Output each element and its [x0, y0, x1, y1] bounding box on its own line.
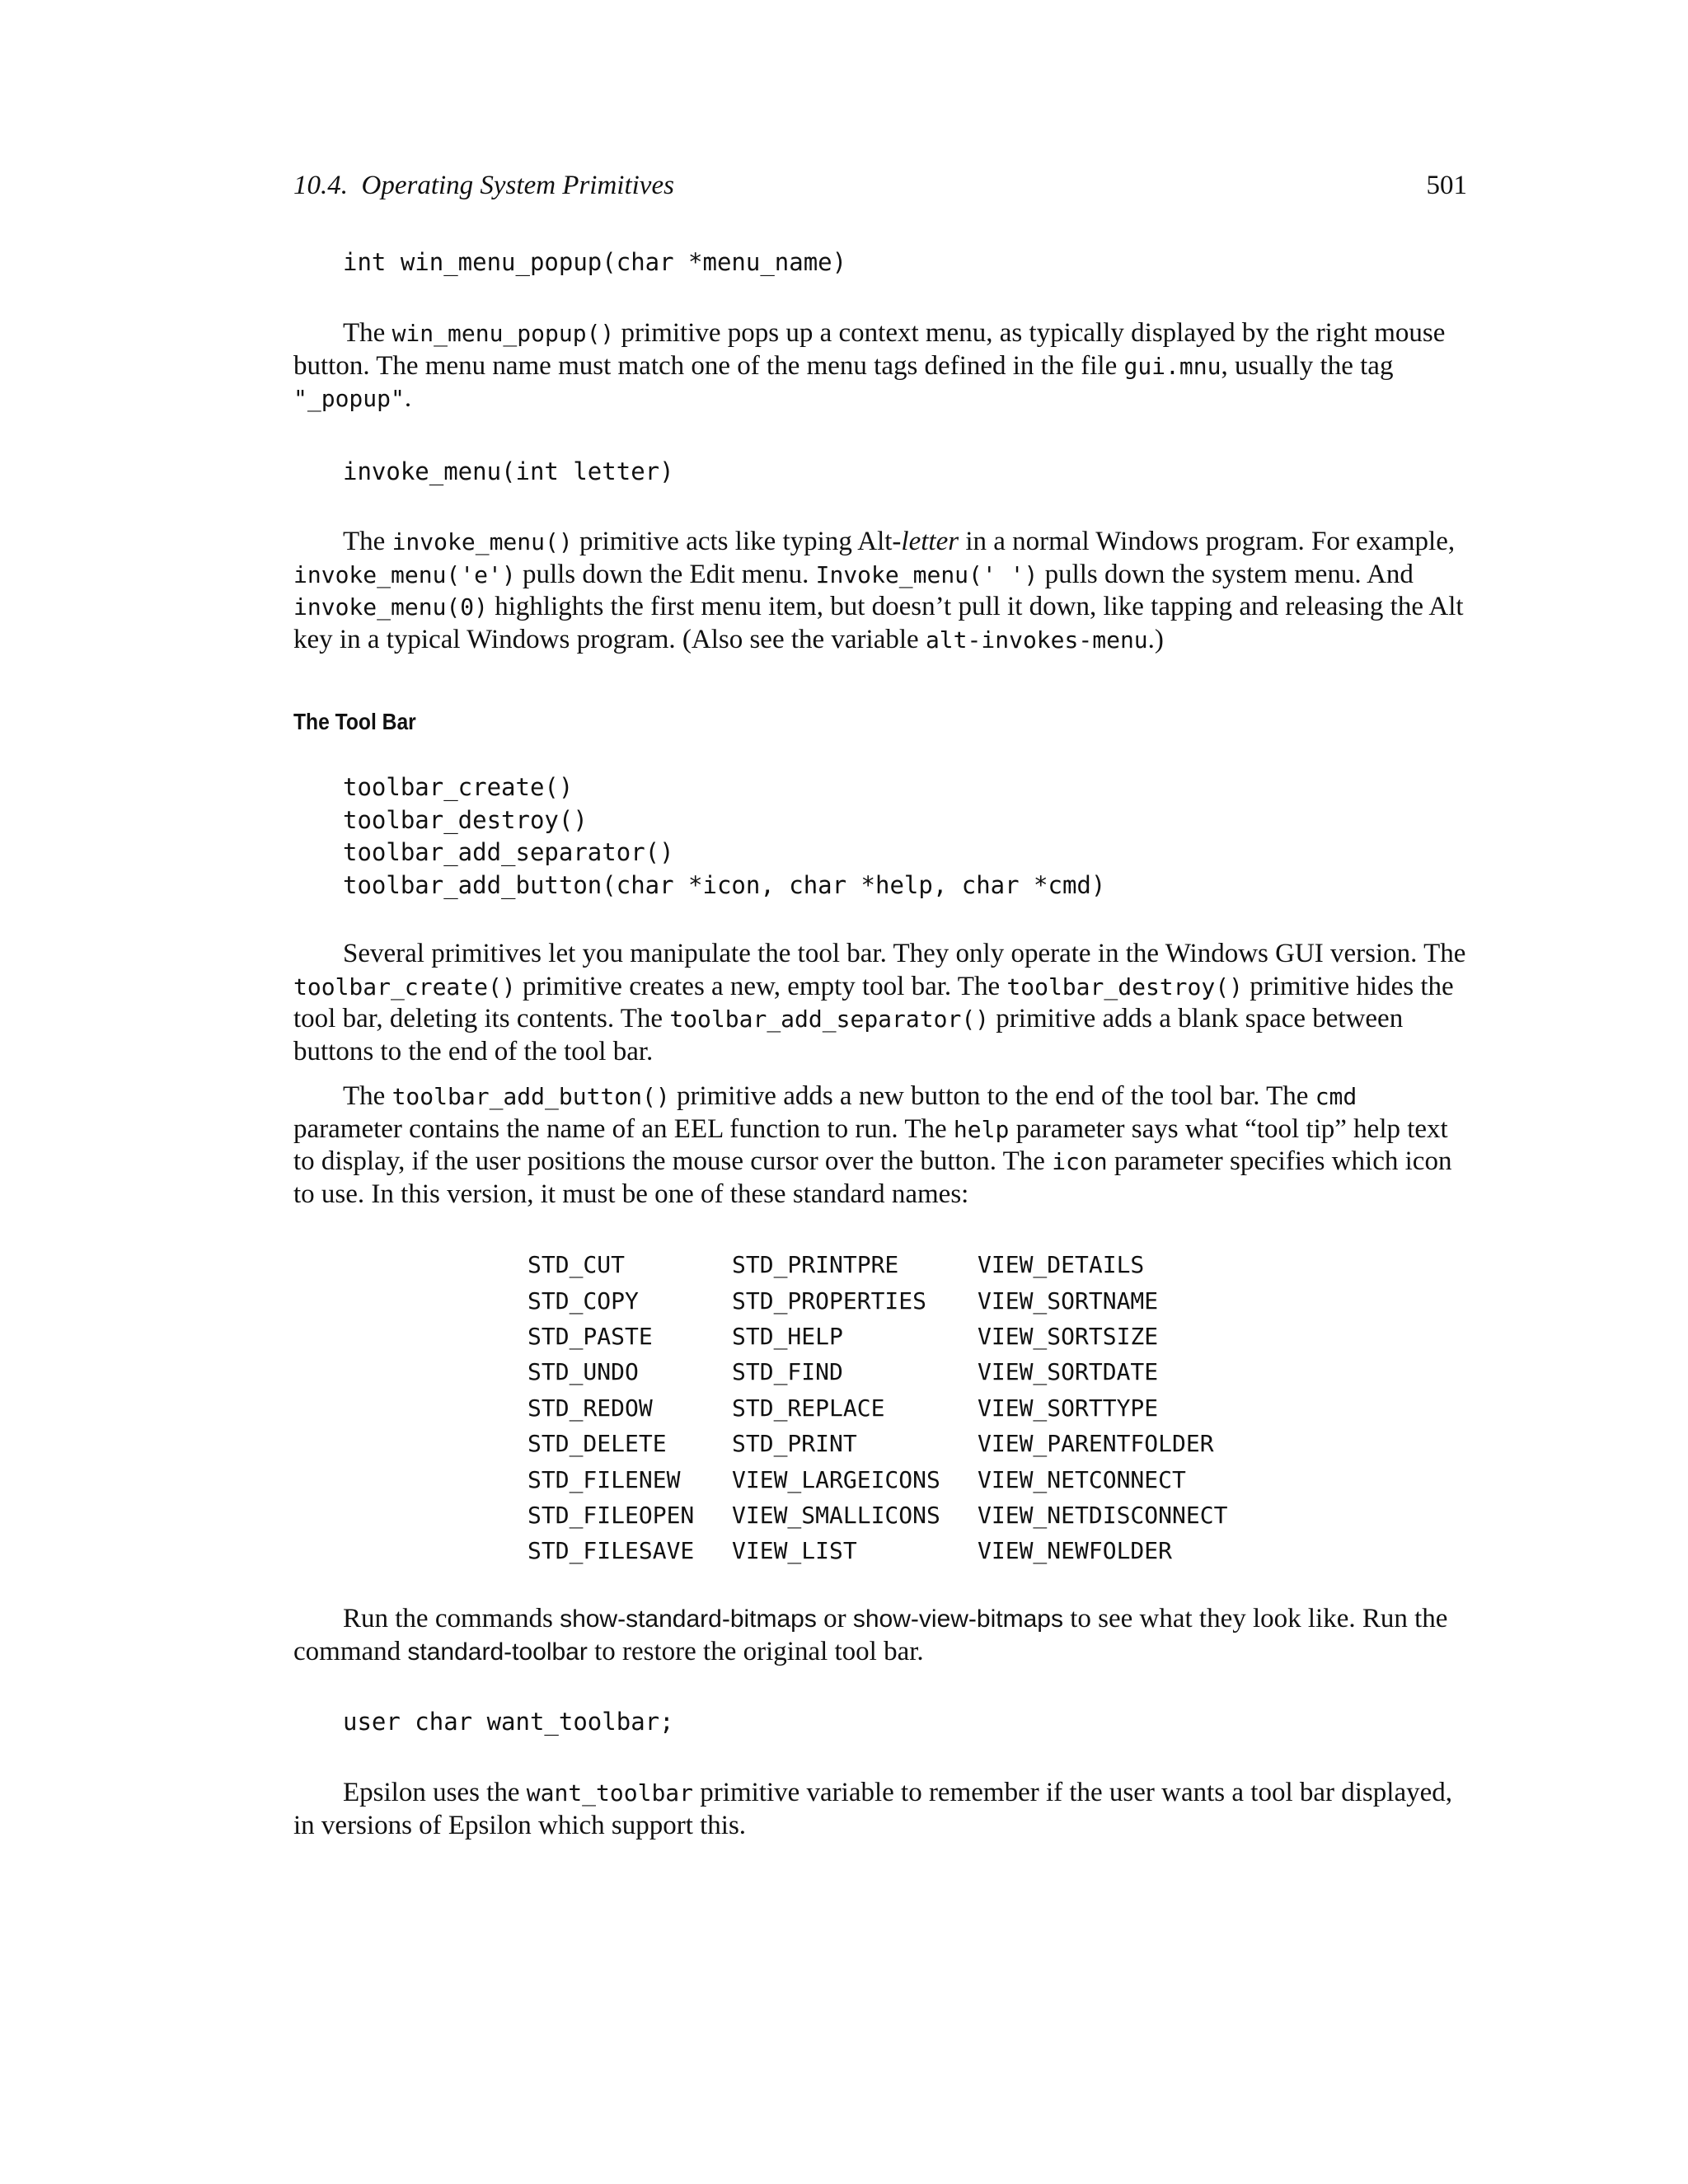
table-cell: VIEW_PARENTFOLDER	[978, 1430, 1214, 1458]
paragraph-invoke-menu: The invoke_menu() primitive acts like typing Alt-letter in a normal Windows program. For example, invoke_menu('e') pulls down the Edit menu. Invoke_menu(' ') pulls down the system menu. And invoke_menu(0) highlights the first menu item, but doesn’t pull it down, like tapping and releasing the Alt key in a typical Windows program. (Also see the variable alt-invokes-menu.)	[293, 527, 1464, 654]
section-title: 10.4. Operating System Primitives	[293, 171, 674, 200]
table-cell: STD_FILESAVE	[528, 1537, 695, 1565]
paragraph-want-toolbar: Epsilon uses the want_toolbar primitive variable to remember if the user wants a tool bar displayed, in versions of Epsilon which support this.	[293, 1778, 1452, 1840]
table-cell: VIEW_LIST	[732, 1537, 857, 1565]
code-signature-toolbar-add-button: toolbar_add_button(char *icon, char *help, char *cmd)	[343, 870, 1106, 899]
code-signature-want-toolbar: user char want_toolbar;	[343, 1708, 674, 1736]
icon-names-table	[528, 1247, 1241, 1569]
table-cell: VIEW_SORTNAME	[978, 1286, 1159, 1315]
table-cell: STD_FIND	[732, 1358, 843, 1386]
table-cell: VIEW_NEWFOLDER	[978, 1537, 1173, 1565]
table-cell: VIEW_DETAILS	[978, 1251, 1145, 1279]
table-row	[528, 1426, 1241, 1461]
table-row	[528, 1319, 1241, 1354]
subsection-heading: The Tool Bar	[293, 709, 416, 734]
page-number: 501	[1426, 171, 1467, 200]
table-cell: STD_REPLACE	[732, 1394, 885, 1422]
paragraph-bitmaps-commands: Run the commands show-standard-bitmaps or show-view-bitmaps to see what they look like. Run the command standard-toolbar to restore the original tool bar.	[293, 1604, 1448, 1666]
table-cell: VIEW_NETDISCONNECT	[978, 1501, 1228, 1529]
code-signature-invoke-menu: invoke_menu(int letter)	[343, 457, 674, 485]
code-signature-win-menu-popup: int win_menu_popup(char *menu_name)	[343, 248, 847, 276]
table-row	[528, 1497, 1241, 1533]
table-cell: VIEW_SORTTYPE	[978, 1394, 1159, 1422]
table-cell: STD_HELP	[732, 1322, 843, 1350]
code-signature-toolbar-create: toolbar_create()	[343, 773, 574, 801]
table-cell: STD_FILENEW	[528, 1465, 681, 1493]
table-cell: STD_PRINT	[732, 1430, 857, 1458]
table-cell: STD_REDOW	[528, 1394, 653, 1422]
table-row	[528, 1247, 1241, 1282]
table-cell: VIEW_NETCONNECT	[978, 1465, 1186, 1493]
table-row	[528, 1533, 1241, 1568]
paragraph-toolbar-overview: Several primitives let you manipulate the tool bar. They only operate in the Windows GUI version. The toolbar_create() primitive creates a new, empty tool bar. The toolbar_destroy() primitive hides the tool bar, deleting its contents. The toolbar_add_separator() primitive adds a blank space between buttons to the end of the tool bar.	[293, 939, 1466, 1066]
table-cell: STD_PROPERTIES	[732, 1286, 927, 1315]
table-cell: STD_UNDO	[528, 1358, 639, 1386]
paragraph-win-menu-popup: The win_menu_popup() primitive pops up a context menu, as typically displayed by the right mouse button. The menu name must match one of the menu tags defined in the file gui.mnu, usually the tag "_popup".	[293, 318, 1446, 413]
table-cell: VIEW_SMALLICONS	[732, 1501, 940, 1529]
table-row	[528, 1282, 1241, 1318]
table-cell: STD_CUT	[528, 1251, 626, 1279]
table-cell: VIEW_SORTSIZE	[978, 1322, 1159, 1350]
table-cell: STD_PRINTPRE	[732, 1251, 899, 1279]
table-row	[528, 1461, 1241, 1497]
table-cell: VIEW_SORTDATE	[978, 1358, 1159, 1386]
table-cell: STD_DELETE	[528, 1430, 667, 1458]
code-signature-toolbar-add-separator: toolbar_add_separator()	[343, 838, 674, 866]
table-cell: STD_FILEOPEN	[528, 1501, 695, 1529]
table-cell: VIEW_LARGEICONS	[732, 1465, 940, 1493]
table-row	[528, 1390, 1241, 1426]
paragraph-toolbar-add-button: The toolbar_add_button() primitive adds a new button to the end of the tool bar. The cmd parameter contains the name of an EEL function to run. The help parameter says what “tool tip” help text to display, if the user positions the mouse cursor over the button. The icon parameter specifies which icon to use. In this version, it must be one of these standard names:	[293, 1081, 1452, 1209]
table-cell: STD_PASTE	[528, 1322, 653, 1350]
table-cell: STD_COPY	[528, 1286, 639, 1315]
code-signature-toolbar-destroy: toolbar_destroy()	[343, 805, 588, 834]
table-row	[528, 1354, 1241, 1390]
